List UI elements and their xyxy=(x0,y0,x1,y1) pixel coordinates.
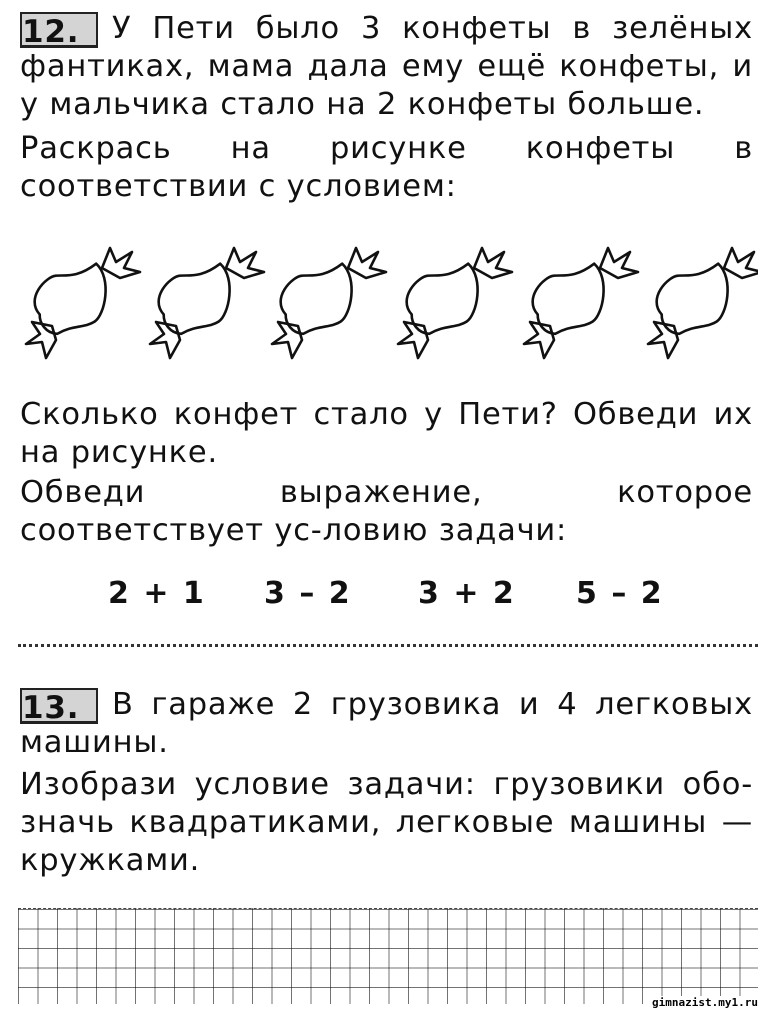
expression-option-1[interactable]: 2 + 1 xyxy=(108,576,206,611)
candy-row xyxy=(18,240,758,360)
task12-text-block xyxy=(20,10,753,124)
expression-option-2[interactable]: 3 – 2 xyxy=(264,576,352,611)
candy-6-icon xyxy=(644,248,758,358)
answer-grid[interactable] xyxy=(18,908,758,1004)
section-divider xyxy=(18,644,758,647)
candy-3-icon xyxy=(268,248,386,358)
candy-1-icon xyxy=(22,248,140,358)
task12-instruction2: Обведи выражение, которое соответствует ус-ловию задачи: xyxy=(20,475,753,548)
task13-instruction: Изобрази условие задачи: грузовики обо-значь квадратиками, легковые машины — кружками. xyxy=(20,767,753,878)
task13-number-badge: 13. xyxy=(20,688,98,724)
expression-option-3[interactable]: 3 + 2 xyxy=(418,576,516,611)
task12-number-badge: 12. xyxy=(20,12,98,48)
task12-question: Сколько конфет стало у Пети? Обведи их на рисунке. xyxy=(20,397,753,470)
expression-choices xyxy=(100,576,680,616)
watermark: gimnazist.my1.ru xyxy=(652,996,758,1009)
task12-instruction: Раскрась на рисунке конфеты в соответствии с условием: xyxy=(20,131,753,204)
candy-5-icon xyxy=(520,248,638,358)
candy-2-icon xyxy=(146,248,264,358)
task13-text-block xyxy=(20,686,753,762)
expression-option-4[interactable]: 5 – 2 xyxy=(576,576,664,611)
task13-condition: В гараже 2 грузовика и 4 легковых машины. xyxy=(20,687,753,760)
candy-4-icon xyxy=(394,248,512,358)
task12-condition: У Пети было 3 конфеты в зелёных фантиках, мама дала ему ещё конфеты, и у мальчика стало на 2 конфеты больше. xyxy=(20,11,753,122)
